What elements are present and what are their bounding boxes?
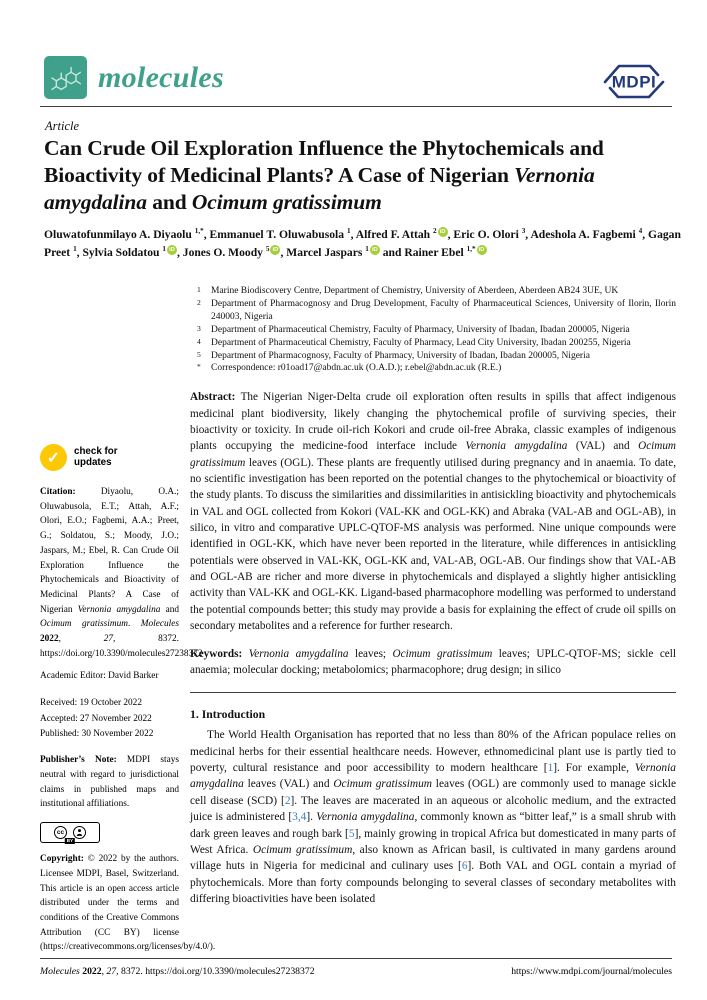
text-segment: (VAL) and <box>567 440 639 453</box>
molecule-structure-icon <box>48 60 84 96</box>
text-segment: , commonly known as “bitter leaf,” is a small shrub with dark green leaves and rough bark [ <box>190 811 676 840</box>
affiliation-row <box>190 285 676 298</box>
text-segment: , Sylvia Soldatou <box>76 245 163 259</box>
text-segment: ]. The leaves are macerated in an aqueous or alcoholic medium, and the extracted juice is administered [ <box>190 794 676 824</box>
citation-block <box>40 485 203 661</box>
text-segment: , Adeshola A. Fagbemi <box>525 228 639 241</box>
copyright-block <box>40 852 216 955</box>
main-column <box>190 285 676 908</box>
text-segment: leaves (OGL). These plants are frequently utilised during pregnancy and in anaemia. To date, no scientific investigation has been reported on the potential changes to the phytochemical or bioactivity of the study plants. To discuss the similarities and dissimilarities in antisickling bioactivity and phytochemicals in VAL and OGL collected from Kokori (VAL-KK and OGL-KK) and Abraka (VAL-AB and OGL-AB), in silico, in vitro and comparative UPLC-QTOF-MS analysis was performed. Nine unique compounds were identified in OGL-KK, which have never been reported in the literature, while differences in antisickling potentials were observed in VAL-KK, OGL-KK and, VAL-AB, OGL-AB. Our findings show that VAL-AB and OGL-AB are richer and more diverse in phytochemicals and displayed a slightly higher antisickling activity than VAL-KK and OGL-KK. Ligand-based pharmacophore modelling was performed to understand the potential compounds better; this study may provide a basis for explaining the effect of crude oil spills on secondary metabolites and a reference for further research. <box>190 456 676 633</box>
publishers-note <box>40 753 179 812</box>
text-segment: Citation: <box>40 487 101 497</box>
text-segment: , <box>101 966 107 977</box>
text-segment: , Emmanuel T. Oluwabusola <box>203 228 347 241</box>
check-label-line1: check for <box>74 445 118 457</box>
affiliation-text: Marine Biodiscovery Centre, Department of Chemistry, University of Aberdeen, Aberdeen AB24 3UE, UK <box>211 286 619 296</box>
text-segment: leaves; UPLC-QTOF-MS; sickle cell anaemia; molecular docking; metabolomics; pharmacophore; drug design; in silico <box>190 647 676 676</box>
superscript-marker: 5 <box>265 244 270 253</box>
text-segment: , Marcel Jaspars <box>280 245 366 259</box>
accepted-date: Accepted: 27 November 2022 <box>40 713 152 724</box>
affiliation-row <box>190 324 676 337</box>
affiliation-row <box>190 298 676 324</box>
footer-divider <box>40 958 672 959</box>
text-segment: , 8372. https://doi.org/10.3390/molecules27238372 <box>40 634 203 659</box>
superscript-marker: 1 <box>346 227 351 236</box>
sidebar <box>40 444 216 955</box>
superscript-marker: 1 <box>162 244 166 253</box>
published-date: Published: 30 November 2022 <box>40 728 154 739</box>
citation-ref[interactable]: 5 <box>348 827 355 840</box>
article-type-label: Article <box>45 119 80 133</box>
superscript-marker: 2 <box>433 227 437 236</box>
text-segment: 2022 <box>40 634 59 645</box>
text-segment: The Nigerian Niger-Delta crude oil exploration often results in spills that affect indigenous medicinal plant biodiversity, likely changing the phytochemical profile of surviving species, their bioactivity or toxicity. In crude oil-rich Kokori and crude oil-free Abraka, classic examples of indigenous plants occupying the medicine-food interface include <box>190 391 676 453</box>
text-segment: , Gagan Preet <box>44 228 681 259</box>
text-segment: Vernonia amygdalina <box>190 762 676 791</box>
orcid-icon[interactable]: iD <box>167 245 177 255</box>
cc-icon: cc <box>54 826 67 839</box>
text-segment: and <box>160 604 179 615</box>
superscript-marker: 1,* <box>466 244 476 253</box>
check-label-line2: updates <box>74 456 112 468</box>
text-segment: Oluwatofunmilayo A. Diyaolu <box>44 228 195 241</box>
journal-name: molecules <box>98 60 225 94</box>
text-segment: Publisher’s Note: <box>40 755 127 766</box>
affiliation-text: Department of Pharmacognosy, Faculty of Pharmacy, University of Ibadan, Ibadan 200005, Nigeria <box>211 350 590 361</box>
text-segment: , Jones O. Moody <box>176 245 266 259</box>
text-segment: Diyaolu, O.A.; Oluwabusola, E.T.; Attah, A.F.; Olori, E.O.; Fagbemi, A.A.; Preet, G.; Soldatou, S.; Moody, J.O.; Jaspars, M.; Ebel, R. Can Crude Oil Exploration Influence the Phytochemicals and Bioactivity of Medicinal Plants? A Case of Nigerian <box>40 487 179 615</box>
citation-ref[interactable]: 3,4 <box>292 811 307 824</box>
affiliation-row <box>190 350 676 363</box>
superscript-marker: 4 <box>638 227 643 236</box>
text-segment: Can Crude Oil Exploration Influence the Phytochemicals and Bioactivity of Medicinal Plants? A Case of Nigerian <box>44 136 604 187</box>
orcid-icon[interactable]: iD <box>438 227 448 237</box>
affiliation-marker: 1 <box>197 285 201 294</box>
text-segment: Vernonia amygdalina <box>316 811 415 824</box>
text-segment: Molecules <box>140 619 179 630</box>
text-segment: Vernonia amygdalina <box>77 604 161 615</box>
affiliation-marker: 3 <box>197 323 201 333</box>
affiliation-marker: 4 <box>197 336 201 346</box>
text-segment: , Eric O. Olori <box>447 228 522 241</box>
text-segment: , Alfred F. Attah <box>350 228 434 241</box>
citation-ref[interactable]: 1 <box>547 762 554 774</box>
affiliation-text: Department of Pharmaceutical Chemistry, Faculty of Pharmacy, University of Ibadan, Ibadan 200005, Nigeria <box>211 324 630 335</box>
correspondence-text: Correspondence: r01oad17@abdn.ac.uk (O.A.D.); r.ebel@abdn.ac.uk (R.E.) <box>211 363 502 374</box>
cc-by-badge[interactable] <box>40 822 100 843</box>
affiliation-marker: 5 <box>197 349 201 359</box>
mdpi-logo-text: MDPI <box>611 72 657 92</box>
text-segment: and Rainer Ebel <box>379 245 467 259</box>
text-segment: Ocimum gratissimum <box>191 189 382 214</box>
text-segment: 2022 <box>82 966 102 977</box>
text-segment: Keywords: <box>190 647 249 660</box>
intro-paragraph <box>190 727 676 907</box>
dates-block <box>40 696 179 742</box>
text-segment: MDPI stays neutral with regard to jurisdictional claims in published maps and institutional affiliations. <box>40 755 179 810</box>
check-for-updates-badge[interactable] <box>40 444 118 471</box>
text-segment: ]. For example, <box>553 762 635 774</box>
cc-by-label: BY <box>66 838 74 844</box>
text-segment: , <box>58 634 104 645</box>
molecules-logo-icon <box>44 56 87 99</box>
text-segment: leaves (VAL) and <box>243 778 334 791</box>
academic-editor: Academic Editor: David Barker <box>40 671 159 682</box>
text-segment: 27 <box>103 634 113 645</box>
text-segment: ]. <box>306 811 317 824</box>
correspondence-row <box>190 362 676 375</box>
orcid-icon[interactable]: iD <box>270 245 280 255</box>
header-divider <box>40 106 672 107</box>
received-date: Received: 19 October 2022 <box>40 698 142 709</box>
citation-ref[interactable]: 6 <box>461 860 468 873</box>
text-segment: , also known as African basil, is cultivated in many gardens around village huts in Nigeria for medicinal and culinary uses [ <box>190 844 677 873</box>
superscript-marker: 1 <box>365 244 369 253</box>
abstract <box>190 389 676 634</box>
affiliation-row <box>190 337 676 350</box>
text-segment: ], mainly growing in tropical Africa but domesticated in many parts of West Africa. <box>190 827 676 857</box>
affiliation-text: Department of Pharmacognosy and Drug Development, Faculty of Pharmaceutical Sciences, University of Ilorin, Ilorin 240003, Nigeria <box>211 298 676 322</box>
orcid-icon[interactable]: iD <box>477 245 487 255</box>
page-footer <box>40 966 672 977</box>
footer-journal-url[interactable]: https://www.mdpi.com/journal/molecules <box>511 966 672 977</box>
text-segment: Ocimum gratissimum <box>252 844 353 857</box>
check-for-updates-label <box>74 447 118 469</box>
text-segment: Ocimum gratissimum <box>392 647 493 660</box>
text-segment: Ocimum gratissimum <box>333 778 433 791</box>
affiliation-marker: 2 <box>197 297 201 307</box>
text-segment: , 8372. https://doi.org/10.3390/molecules27238372 <box>116 966 315 977</box>
text-segment: Copyright: <box>40 854 88 865</box>
orcid-icon[interactable]: iD <box>370 245 380 255</box>
mdpi-logo[interactable] <box>601 60 667 102</box>
keywords <box>190 646 676 679</box>
text-segment: Vernonia amygdalina <box>44 162 595 214</box>
text-segment: Vernonia amygdalina <box>465 440 568 453</box>
affiliation-text: Department of Pharmaceutical Chemistry, Faculty of Pharmacy, Lead City University, Ibadan 200255, Nigeria <box>211 337 631 348</box>
superscript-marker: 1 <box>73 244 77 253</box>
citation-ref[interactable]: 2 <box>284 794 291 807</box>
text-segment: leaves; <box>348 647 393 660</box>
text-segment: . <box>127 619 141 630</box>
text-segment: The World Health Organisation has reported that no less than 80% of the African populace relies on medicinal herbs for their essential healthcare needs. However, ethnomedicinal plant use is partly tied to poverty, cultural resistance and poor accessibility to modern healthcare [ <box>190 729 676 774</box>
section-divider <box>190 692 676 693</box>
superscript-marker: 1,* <box>194 227 204 236</box>
footer-citation-doi[interactable] <box>40 966 315 977</box>
correspondence-marker: * <box>197 362 201 372</box>
text-segment: Molecules <box>40 966 83 977</box>
affiliations <box>190 285 676 375</box>
superscript-marker: 3 <box>521 227 526 236</box>
text-segment: Abstract: <box>190 391 241 404</box>
author-list <box>44 226 684 261</box>
text-segment: leaves (OGL) are commonly used to manage sickle cell disease (SCD) [ <box>190 778 677 807</box>
article-title <box>44 135 686 215</box>
text-segment: © 2022 by the authors. Licensee MDPI, Basel, Switzerland. This article is an open access article distributed under the terms and conditions of the Creative Commons Attribution (CC BY) license (https://creativecommons.org/licenses/by/4.0/). <box>40 854 216 953</box>
text-segment: 27 <box>106 966 117 977</box>
text-segment: ]. Both VAL and OGL contain a myriad of phytochemicals. More than forty compounds belonging to several classes of secondary metabolites with differing bioactivities have been isolated <box>190 860 677 906</box>
text-segment: Ocimum gratissimum <box>190 440 677 469</box>
text-segment: and <box>146 189 192 214</box>
check-icon: ✓ <box>40 444 67 471</box>
text-segment: Vernonia amygdalina <box>248 647 349 660</box>
section-heading-introduction: 1. Introduction <box>190 708 266 722</box>
text-segment: Ocimum gratissimum <box>40 619 128 630</box>
molecules-logo[interactable] <box>44 56 224 99</box>
